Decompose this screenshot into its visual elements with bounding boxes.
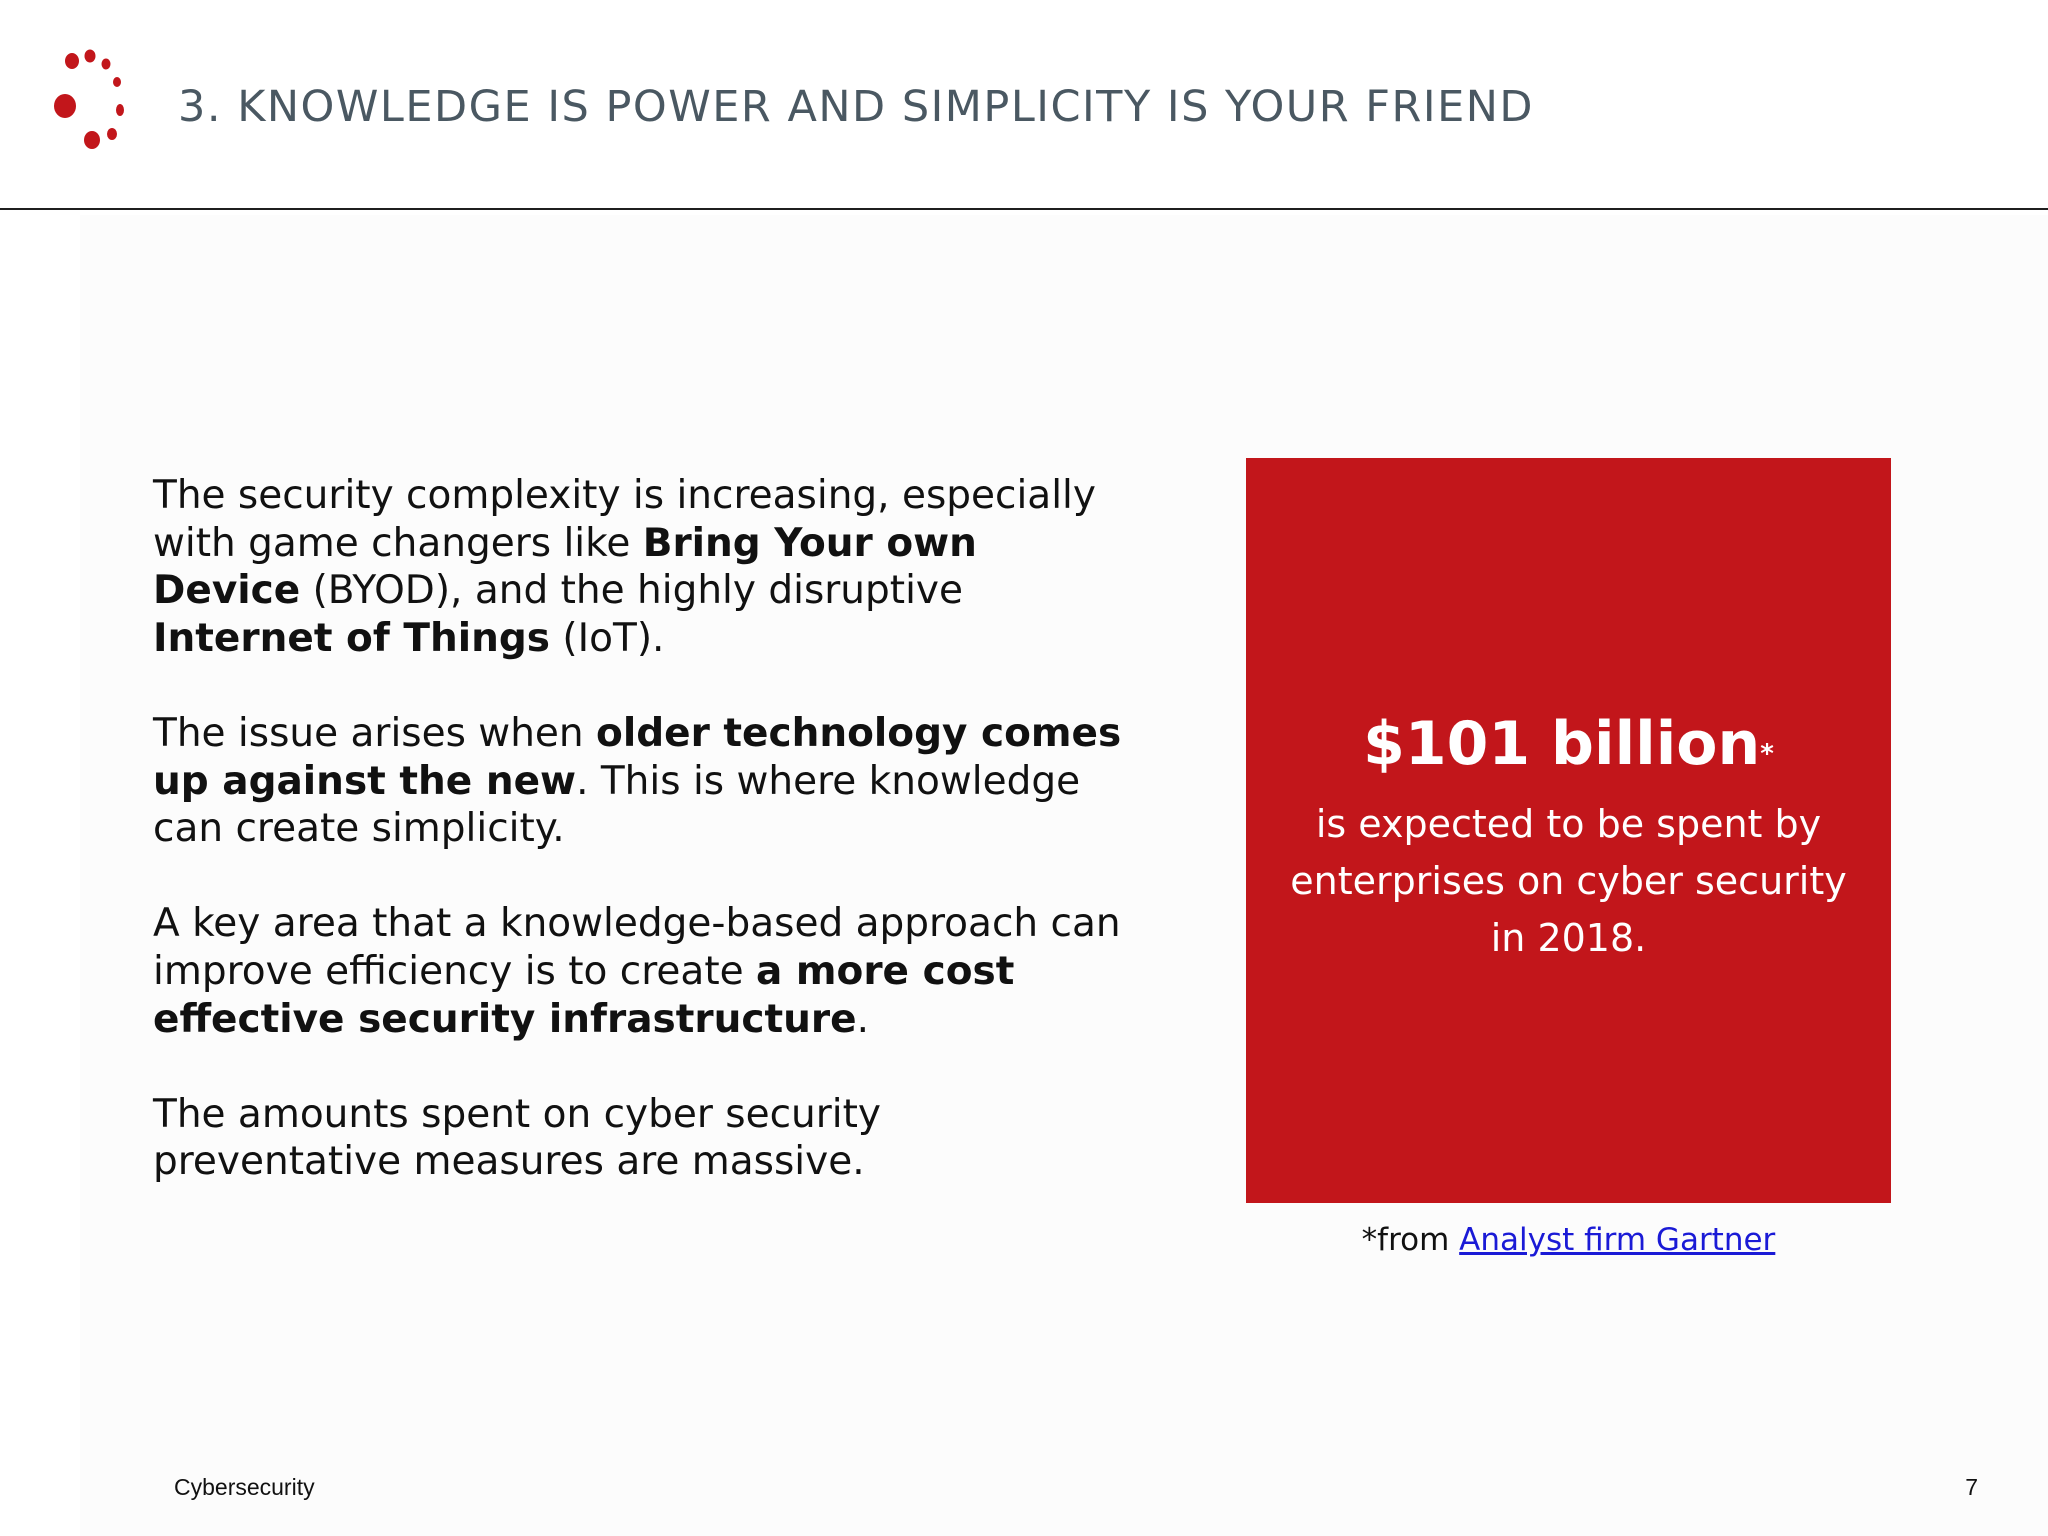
text-run: . (856, 996, 869, 1042)
text-run: The issue arises when (153, 710, 597, 756)
text-run: The security complexity is increasing, especially with game changers like (153, 473, 1096, 566)
body-paragraph (153, 710, 1133, 853)
stat-callout-box (1246, 458, 1891, 1203)
stat-value (1246, 708, 1891, 790)
source-note (1246, 1222, 1891, 1258)
footer-label: Cybersecurity (174, 1474, 315, 1500)
bold-text-run: Bring Your own Device (153, 520, 977, 614)
body-paragraph (153, 472, 1133, 662)
bold-text-run: older technology comes up against the new (153, 710, 1122, 804)
page-number: 7 (1965, 1474, 1978, 1500)
bold-text-run: a more cost effective security infrastructure (153, 948, 1015, 1042)
title-divider (0, 208, 2048, 210)
body-text (153, 472, 1133, 1234)
slide-title: 3. KNOWLEDGE IS POWER AND SIMPLICITY IS YOUR FRIEND (178, 82, 1535, 132)
text-run: . This is where knowledge can create simplicity. (153, 758, 1081, 852)
body-paragraph (153, 1091, 1133, 1186)
text-run: The amounts spent on cyber security preventative measures are massive. (153, 1091, 881, 1185)
source-link[interactable]: Analyst firm Gartner (1459, 1222, 1776, 1258)
stat-asterisk: * (1760, 739, 1774, 769)
body-paragraph (153, 900, 1133, 1043)
text-run: (IoT). (550, 615, 665, 661)
stat-amount: $101 billion (1363, 709, 1761, 779)
source-prefix: *from (1361, 1222, 1460, 1258)
red-dots-logo-icon (44, 44, 152, 160)
text-run: A key area that a knowledge-based approach can improve efficiency is to create (153, 901, 1121, 994)
bold-text-run: Internet of Things (153, 615, 551, 661)
stat-description: is expected to be spent by enterprises on cyber security in 2018. (1290, 802, 1847, 960)
text-run: (BYOD), and the highly disruptive (300, 568, 963, 614)
